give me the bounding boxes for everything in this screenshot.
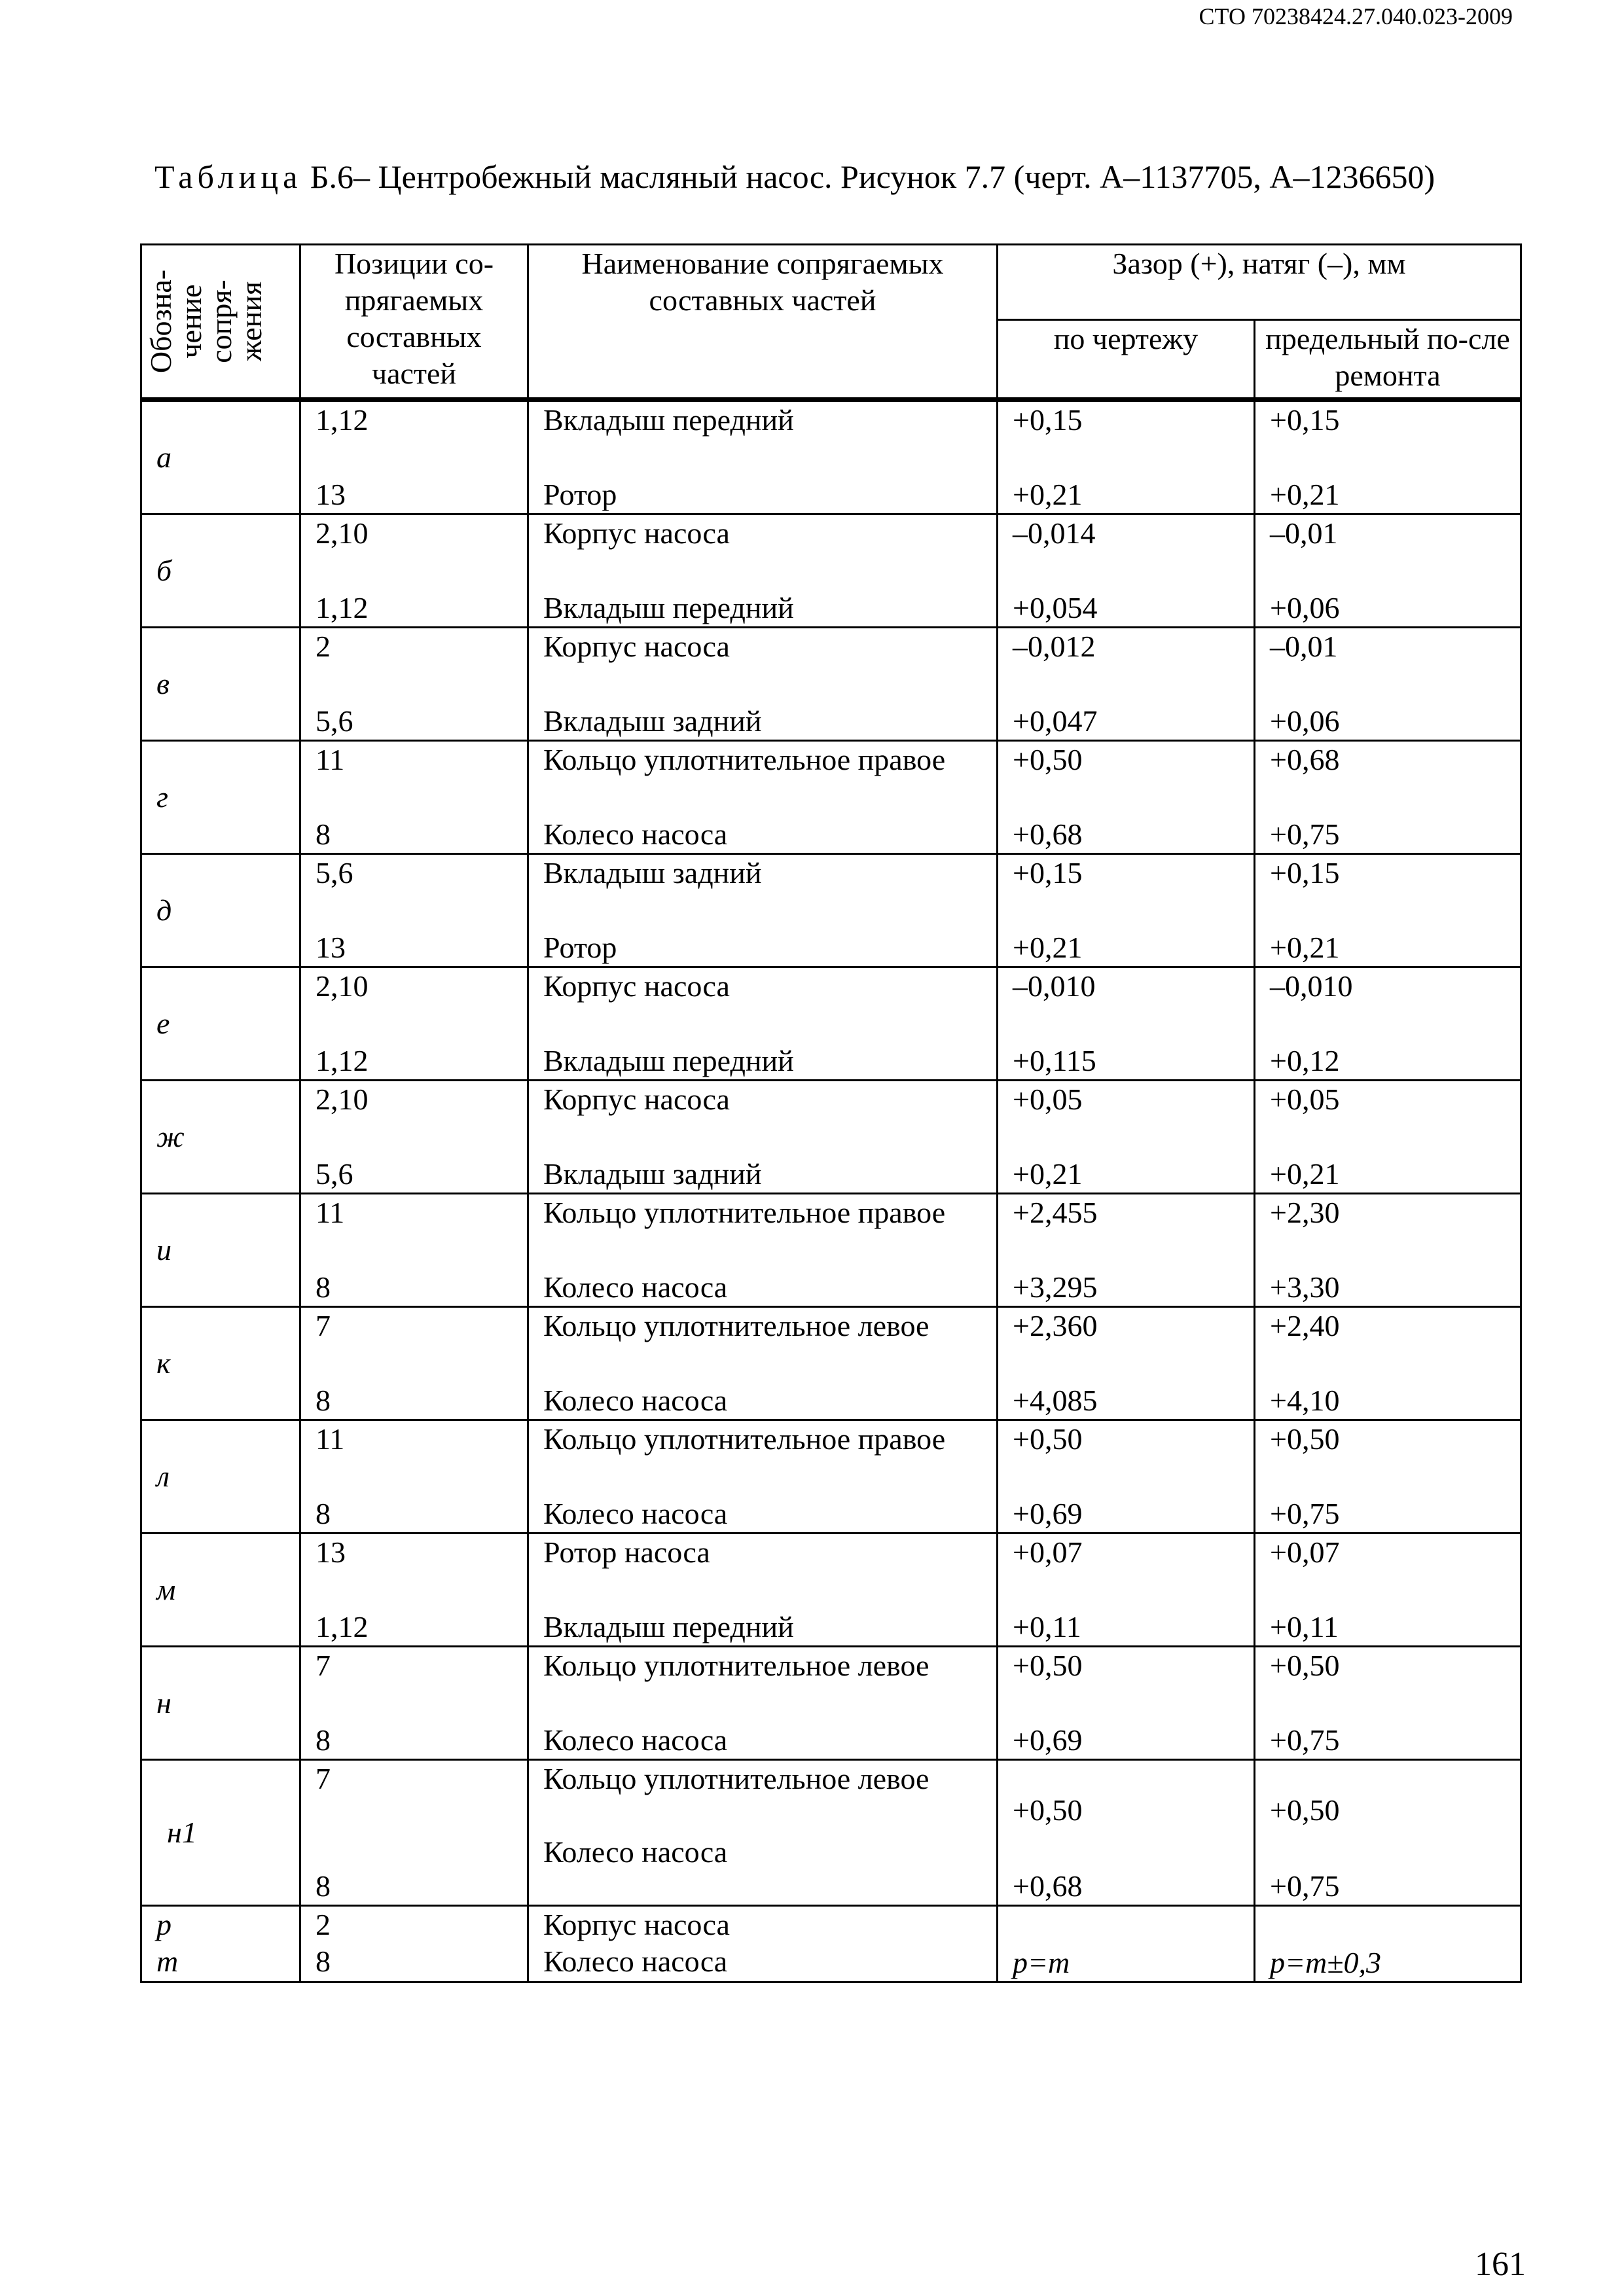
- positions-top: 2,10: [316, 1083, 369, 1116]
- designation: г: [156, 780, 168, 814]
- positions-top: 11: [316, 1196, 345, 1229]
- drawing-value-bottom: +3,295: [1013, 1270, 1098, 1304]
- limit-value-cell: [1255, 741, 1521, 854]
- limit-value-bottom: +0,21: [1270, 1157, 1340, 1191]
- part-names-top: Кольцо уплотнительное правое: [543, 1422, 946, 1456]
- table-row: [141, 741, 1521, 854]
- part-names-cell: [528, 1534, 998, 1647]
- limit-value-top: –0,010: [1270, 969, 1353, 1003]
- limit-value-top: +0,15: [1270, 403, 1340, 437]
- table-row: [141, 1420, 1521, 1534]
- limit-value-cell: [1255, 628, 1521, 741]
- drawing-value: р=т: [1013, 1946, 1070, 1979]
- positions-bottom: 8: [316, 1270, 331, 1304]
- limit-value-bottom: +0,75: [1270, 1869, 1340, 1903]
- part-names-top: Вкладыш передний: [543, 403, 794, 437]
- positions-top: 2: [316, 630, 331, 663]
- part-names-bottom: Колесо насоса: [543, 1945, 728, 1978]
- designation: в: [156, 667, 170, 700]
- table-row: [141, 1194, 1521, 1307]
- part-names-cell: [528, 1906, 998, 1982]
- limit-value-cell: [1255, 854, 1521, 967]
- part-names-cell: [528, 1307, 998, 1420]
- limit-value-cell: [1255, 1534, 1521, 1647]
- limit-value-bottom: +0,06: [1270, 591, 1340, 624]
- limit-value-bottom: +0,21: [1270, 931, 1340, 964]
- table-row-rt: [141, 1906, 1521, 1982]
- limit-value-bottom: +0,75: [1270, 817, 1340, 851]
- positions-top: 11: [316, 1422, 345, 1456]
- positions-cell: [300, 400, 528, 514]
- positions-bottom: 1,12: [316, 1044, 369, 1077]
- limit-value-cell: [1255, 1420, 1521, 1534]
- drawing-value-cell: [998, 1906, 1255, 1982]
- part-names-top: Ротор насоса: [543, 1535, 710, 1569]
- header-gap: Зазор (+), натяг (–), мм: [998, 245, 1521, 320]
- part-names-cell: [528, 741, 998, 854]
- positions-top: 11: [316, 743, 345, 776]
- limit-value-top: +0,50: [1270, 1793, 1340, 1827]
- designation-cell: [141, 854, 300, 967]
- drawing-value-cell: [998, 1307, 1255, 1420]
- part-names-top: Кольцо уплотнительное левое: [543, 1762, 929, 1795]
- positions-cell: [300, 1420, 528, 1534]
- positions-bottom: 5,6: [316, 1157, 353, 1191]
- header-drawing: по чертежу: [998, 320, 1255, 400]
- designation-cell: [141, 1534, 300, 1647]
- clearance-table: [140, 243, 1522, 1983]
- drawing-value-top: +0,50: [1013, 1649, 1083, 1682]
- positions-bottom: 5,6: [316, 704, 353, 738]
- positions-cell: [300, 741, 528, 854]
- drawing-value-cell: [998, 1647, 1255, 1760]
- part-names-top: Кольцо уплотнительное левое: [543, 1649, 929, 1682]
- limit-value-top: +2,40: [1270, 1309, 1340, 1342]
- part-names-cell: [528, 1647, 998, 1760]
- drawing-value-cell: [998, 967, 1255, 1081]
- limit-value-top: +0,50: [1270, 1422, 1340, 1456]
- designation: и: [156, 1233, 171, 1266]
- part-names-bottom: Колесо насоса: [543, 1384, 728, 1417]
- limit-value-bottom: +0,11: [1270, 1610, 1339, 1643]
- designation: м: [156, 1573, 176, 1606]
- part-names-bottom: Вкладыш передний: [543, 591, 794, 624]
- table-row-n1: [141, 1760, 1521, 1906]
- positions-top: 2,10: [316, 516, 369, 550]
- designation-cell: [141, 628, 300, 741]
- drawing-value-top: +0,50: [1013, 743, 1083, 776]
- drawing-value-cell: [998, 514, 1255, 628]
- limit-value-cell: [1255, 1906, 1521, 1982]
- part-names-bottom: Вкладыш задний: [543, 704, 762, 738]
- positions-top: 7: [316, 1309, 331, 1342]
- part-names-top: Корпус насоса: [543, 630, 730, 663]
- limit-value-bottom: +3,30: [1270, 1270, 1340, 1304]
- drawing-value-bottom: +0,69: [1013, 1723, 1083, 1757]
- drawing-value-top: +0,50: [1013, 1422, 1083, 1456]
- designation-cell: [141, 1307, 300, 1420]
- table-row: [141, 967, 1521, 1081]
- table-row: [141, 514, 1521, 628]
- designation: н: [156, 1686, 171, 1719]
- header-positions: Позиции со-прягаемых составных частей: [300, 245, 528, 400]
- limit-value-top: –0,01: [1270, 630, 1338, 663]
- limit-value-bottom: +0,06: [1270, 704, 1340, 738]
- limit-value-top: +0,50: [1270, 1649, 1340, 1682]
- part-names-bottom: Колесо насоса: [543, 1723, 728, 1757]
- positions-cell: [300, 1307, 528, 1420]
- positions-bottom: 1,12: [316, 591, 369, 624]
- limit-value-top: +2,30: [1270, 1196, 1340, 1229]
- part-names-top: Кольцо уплотнительное правое: [543, 743, 946, 776]
- limit-value-cell: [1255, 1647, 1521, 1760]
- positions-bottom: 13: [316, 931, 346, 964]
- caption-lead: Таблица: [154, 158, 302, 195]
- positions-top: 7: [316, 1762, 331, 1795]
- positions-top: 2,10: [316, 969, 369, 1003]
- table-row: [141, 1534, 1521, 1647]
- designation-cell: [141, 514, 300, 628]
- table-caption: [154, 157, 1503, 196]
- drawing-value-cell: [998, 628, 1255, 741]
- part-names-bottom: Ротор: [543, 478, 617, 511]
- drawing-value-bottom: +4,085: [1013, 1384, 1098, 1417]
- part-names-bottom: Вкладыш задний: [543, 1157, 762, 1191]
- drawing-value-bottom: +0,69: [1013, 1497, 1083, 1530]
- positions-bottom: 8: [316, 1945, 331, 1978]
- positions-bottom: 1,12: [316, 1610, 369, 1643]
- limit-value-cell: [1255, 400, 1521, 514]
- positions-bottom: 8: [316, 1723, 331, 1757]
- part-names-cell: [528, 967, 998, 1081]
- drawing-value-bottom: +0,21: [1013, 478, 1083, 511]
- part-names-bottom: Колесо насоса: [543, 1835, 728, 1869]
- designation: е: [156, 1007, 170, 1040]
- table-row: [141, 628, 1521, 741]
- designation-cell: [141, 1647, 300, 1760]
- page-number: 161: [1475, 2246, 1526, 2283]
- part-names-cell: [528, 1760, 998, 1906]
- limit-value-bottom: +0,12: [1270, 1044, 1340, 1077]
- positions-cell: [300, 967, 528, 1081]
- designation-top: р: [156, 1908, 171, 1941]
- positions-top: 5,6: [316, 856, 353, 889]
- positions-top: 1,12: [316, 403, 369, 437]
- part-names-cell: [528, 514, 998, 628]
- drawing-value-cell: [998, 1420, 1255, 1534]
- drawing-value-cell: [998, 741, 1255, 854]
- limit-value-top: +0,07: [1270, 1535, 1340, 1569]
- limit-value-bottom: +0,75: [1270, 1723, 1340, 1757]
- table-row: [141, 400, 1521, 514]
- limit-value-top: –0,01: [1270, 516, 1338, 550]
- designation: л: [156, 1460, 170, 1493]
- drawing-value-top: +2,360: [1013, 1309, 1098, 1342]
- designation-cell: [141, 1906, 300, 1982]
- positions-cell: [300, 854, 528, 967]
- part-names-bottom: Колесо насоса: [543, 817, 728, 851]
- positions-cell: [300, 1647, 528, 1760]
- part-names-top: Кольцо уплотнительное левое: [543, 1309, 929, 1342]
- limit-value-top: +0,15: [1270, 856, 1340, 889]
- designation-cell: [141, 1760, 300, 1906]
- positions-bottom: 8: [316, 1869, 331, 1903]
- positions-bottom: 8: [316, 817, 331, 851]
- limit-value-cell: [1255, 1307, 1521, 1420]
- positions-cell: [300, 1194, 528, 1307]
- part-names-cell: [528, 854, 998, 967]
- designation: н1: [167, 1816, 197, 1849]
- drawing-value-cell: [998, 400, 1255, 514]
- designation-cell: [141, 1420, 300, 1534]
- limit-value-cell: [1255, 1194, 1521, 1307]
- part-names-cell: [528, 1194, 998, 1307]
- part-names-bottom: Колесо насоса: [543, 1497, 728, 1530]
- designation: д: [156, 893, 172, 927]
- positions-top: 7: [316, 1649, 331, 1682]
- drawing-value-top: +0,05: [1013, 1083, 1083, 1116]
- table-row: [141, 1647, 1521, 1760]
- part-names-cell: [528, 1420, 998, 1534]
- positions-cell: [300, 1081, 528, 1194]
- designation-cell: [141, 400, 300, 514]
- drawing-value-top: +0,07: [1013, 1535, 1083, 1569]
- part-names-top: Кольцо уплотнительное правое: [543, 1196, 946, 1229]
- limit-value-cell: [1255, 514, 1521, 628]
- positions-top: 2: [316, 1908, 331, 1941]
- positions-bottom: 8: [316, 1497, 331, 1530]
- positions-bottom: 8: [316, 1384, 331, 1417]
- positions-bottom: 13: [316, 478, 346, 511]
- part-names-bottom: Вкладыш передний: [543, 1610, 794, 1643]
- positions-cell: [300, 1906, 528, 1982]
- part-names-cell: [528, 400, 998, 514]
- table-row: [141, 854, 1521, 967]
- drawing-value-bottom: +0,21: [1013, 1157, 1083, 1191]
- limit-value-top: +0,68: [1270, 743, 1340, 776]
- limit-value-cell: [1255, 1760, 1521, 1906]
- designation-cell: [141, 1194, 300, 1307]
- part-names-top: Корпус насоса: [543, 1908, 730, 1941]
- designation: ж: [156, 1120, 185, 1153]
- table-row: [141, 1081, 1521, 1194]
- drawing-value-cell: [998, 1081, 1255, 1194]
- designation-cell: [141, 741, 300, 854]
- header-name: Наименование сопрягаемых составных частей: [528, 245, 998, 400]
- limit-value: р=т±0,3: [1270, 1946, 1382, 1979]
- drawing-value-top: +2,455: [1013, 1196, 1098, 1229]
- drawing-value-bottom: +0,054: [1013, 591, 1098, 624]
- drawing-value-cell: [998, 1194, 1255, 1307]
- drawing-value-top: +0,50: [1013, 1793, 1083, 1827]
- designation: б: [156, 554, 172, 587]
- header-limit: предельный по-сле ремонта: [1255, 320, 1521, 400]
- designation-bottom: т: [156, 1945, 179, 1978]
- limit-value-bottom: +0,21: [1270, 478, 1340, 511]
- drawing-value-bottom: +0,68: [1013, 817, 1083, 851]
- part-names-bottom: Колесо насоса: [543, 1270, 728, 1304]
- limit-value-bottom: +4,10: [1270, 1384, 1340, 1417]
- designation-cell: [141, 967, 300, 1081]
- part-names-bottom: Вкладыш передний: [543, 1044, 794, 1077]
- drawing-value-bottom: +0,11: [1013, 1610, 1081, 1643]
- drawing-value-cell: [998, 854, 1255, 967]
- part-names-cell: [528, 628, 998, 741]
- standard-code: СТО 70238424.27.040.023-2009: [1199, 3, 1513, 29]
- drawing-value-top: –0,012: [1013, 630, 1096, 663]
- positions-cell: [300, 628, 528, 741]
- positions-cell: [300, 1760, 528, 1906]
- positions-top: 13: [316, 1535, 346, 1569]
- drawing-value-top: +0,15: [1013, 403, 1083, 437]
- positions-cell: [300, 514, 528, 628]
- part-names-cell: [528, 1081, 998, 1194]
- caption-text: Б.6– Центробежный масляный насос. Рисунок 7.7 (черт. А–1137705, А–1236650): [310, 158, 1435, 195]
- limit-value-bottom: +0,75: [1270, 1497, 1340, 1530]
- drawing-value-top: –0,014: [1013, 516, 1096, 550]
- drawing-value-top: –0,010: [1013, 969, 1096, 1003]
- limit-value-cell: [1255, 967, 1521, 1081]
- part-names-top: Корпус насоса: [543, 969, 730, 1003]
- limit-value-top: +0,05: [1270, 1083, 1340, 1116]
- part-names-top: Вкладыш задний: [543, 856, 762, 889]
- table-row: [141, 1307, 1521, 1420]
- limit-value-cell: [1255, 1081, 1521, 1194]
- part-names-top: Корпус насоса: [543, 516, 730, 550]
- drawing-value-bottom: +0,115: [1013, 1044, 1096, 1077]
- header-designation: [141, 245, 300, 400]
- part-names-top: Корпус насоса: [543, 1083, 730, 1116]
- designation: а: [156, 440, 171, 474]
- drawing-value-bottom: +0,047: [1013, 704, 1098, 738]
- header-designation-text: Обозна-чение сопря-жения: [144, 269, 268, 374]
- drawing-value-top: +0,15: [1013, 856, 1083, 889]
- drawing-value-bottom: +0,21: [1013, 931, 1083, 964]
- designation: к: [156, 1346, 171, 1380]
- drawing-value-cell: [998, 1534, 1255, 1647]
- drawing-value-bottom: +0,68: [1013, 1869, 1083, 1903]
- designation-cell: [141, 1081, 300, 1194]
- part-names-bottom: Ротор: [543, 931, 617, 964]
- drawing-value-cell: [998, 1760, 1255, 1906]
- positions-cell: [300, 1534, 528, 1647]
